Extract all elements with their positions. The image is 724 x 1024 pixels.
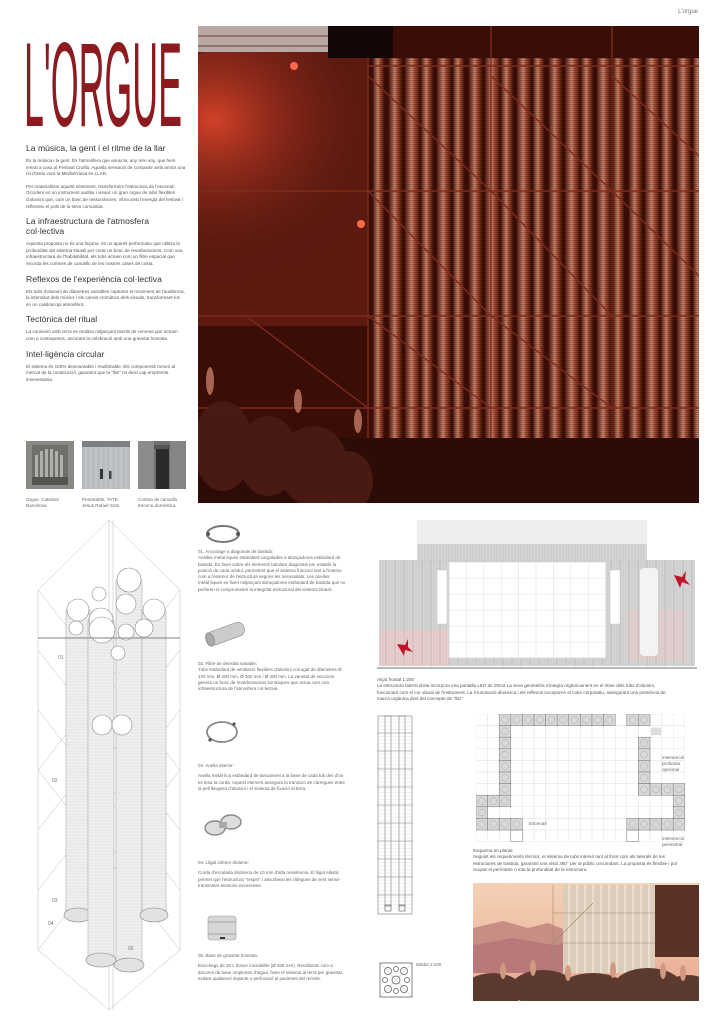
component-text: Corda d'escalada dinàmica de 10 mm d'alta resistència. El lligat elàstic permet que l'estructura "respiri" i absorbeixi les ràfegues de vent sense transmetre tensions excessives. — [198, 870, 340, 888]
plan-caption-text: Seguint els requeriments tècnics, el sistema de tubs intervé tant al front com als laterals de les estructures de bastida, garantint una visió 360° per al públic circumdant. La proposta és flexible i pot ocupar el perímetre o tota la profunditat de la estructura. — [473, 854, 678, 873]
component-04 — [198, 860, 348, 889]
plan-tube-module — [511, 714, 523, 726]
plan-tube-module — [476, 795, 488, 807]
front-elevation-drawing — [377, 520, 697, 670]
section-heading: Reflexos de l'experiència col·lectiva — [26, 273, 162, 284]
plan-tube-module — [488, 818, 500, 830]
reference-organ — [26, 441, 74, 509]
reference-caption: Cortina de canutillo Escena domèstica — [138, 497, 178, 508]
plan-tube-module — [499, 818, 511, 830]
organ-photo-image — [26, 441, 74, 489]
plan-tube-module — [662, 784, 674, 796]
header-label: L'orgue — [678, 9, 698, 15]
plan-tube-module — [476, 807, 488, 819]
plan-tube-module — [638, 784, 650, 796]
section-paragraph: La connexió amb terra es realitza mitjançant barrils de cervesa que actuen com a contrapesos, ancorant la celebració amb una gravetat honesta. — [26, 329, 178, 341]
section-paragraph: És la música i la gent. És l'atmosfera que anuncia, any rere any, que hem entrat a casa al Festival Cruïlla. Aquella sensació de compartir amb amics una nit d'estiu vora la Mediterrània és LLAR. — [26, 158, 186, 177]
section-heading: Intel·ligència circular — [26, 348, 105, 359]
component-title: 04. Lligat inferior dinàmic: — [198, 860, 250, 865]
component-text: Anella metàl·lica estàndard de tancament a la base de cada tub des d'on es tesa la corda. Aquest element assegura la transició de càrregues entre la pell lleugera d'alumini i el sistema de fixació al terra. — [198, 773, 345, 791]
section-heading: La infraestructura de l'atmosfera col·lectiva — [26, 216, 149, 237]
reference-canutillo — [138, 441, 186, 509]
plan-diagram — [476, 714, 688, 846]
axo-tube — [66, 610, 90, 915]
plan-tube-module — [627, 714, 639, 726]
plan-tube-module — [627, 818, 639, 830]
plan-tube-module — [569, 714, 581, 726]
plan-tube-module — [499, 737, 511, 749]
plan-tube-module — [638, 772, 650, 784]
label-04: 04 — [48, 921, 54, 927]
plan-tube-module — [638, 749, 650, 761]
plan-tube-module — [650, 818, 662, 830]
plan-tube-module — [499, 795, 511, 807]
plan-caption-title: Esquema en planta — [473, 848, 513, 853]
component-text: Euro-kegs de 30 L d'acer inoxidable (Ø 408 mm). Reutilitzats com a àncores de base omplertes d'aigua, fixen el sistema al terra per gravetat, evitant qualsevol impacte o perforació al paviment del recinte. — [198, 963, 344, 981]
plan-tube-module — [476, 818, 488, 830]
axonometric-drawing — [24, 520, 194, 1010]
ring-clamp-icon — [203, 522, 243, 546]
plan-tube-module — [499, 772, 511, 784]
plan-tube-module — [499, 784, 511, 796]
reference-images — [26, 441, 186, 509]
plan-tube-module — [499, 726, 511, 738]
label-03: 03 — [52, 898, 58, 904]
hero-render-image — [198, 26, 699, 503]
plan-tube-module — [546, 714, 558, 726]
section-paragraph: Els tubs d'alumini de diàmetres variables capturen el moviment de l'audiència, la intensitat dels músics i els canvis cromàtics dels visuals, transformant-los en un calidoscopi atmosfèric. — [26, 288, 185, 307]
plan-tube-module — [673, 807, 685, 819]
title-text: L'ORGUE — [24, 22, 182, 130]
plan-tube-module — [488, 795, 500, 807]
module-label: Mòdul 1:100 — [416, 962, 442, 967]
climbing-rope-icon — [203, 812, 243, 838]
plan-tube-module — [511, 818, 523, 830]
plan-tube-module — [662, 818, 674, 830]
section-paragraph: Per materialitzar aquest sentiment, transformem l'estructura de l'escenari Occident en un instrument auditiu i visual: un gran orgue de tubs flexibles d'alumini que, com un bosc de ressonàncies, vibra amb l'energia del festival i reflecteix el pols de la seva comunitat. — [26, 183, 183, 209]
inner-ring-icon — [203, 718, 241, 746]
label-02: 02 — [52, 778, 58, 784]
festival-photo-image — [473, 883, 699, 1001]
plan-tube-module — [499, 714, 511, 726]
plan-caption — [473, 848, 688, 874]
plan-tube-module — [638, 737, 650, 749]
component-01 — [198, 549, 348, 593]
plan-tube-module — [534, 714, 546, 726]
section-heading: La música, la gent i el ritme de la llar — [26, 143, 166, 153]
plan-tube-module — [499, 749, 511, 761]
reference-caption: Orgue. Catedral Barcelona — [26, 497, 59, 508]
section-drawing — [377, 715, 413, 915]
component-title: 01. Ancoratge a diagonals de bastida: — [198, 549, 274, 554]
plan-tube-module — [638, 714, 650, 726]
plan-tube-module — [522, 714, 534, 726]
plan-tube-module — [673, 795, 685, 807]
canutillo-photo-image — [138, 441, 186, 489]
component-title: 03. Anella interior: — [198, 763, 235, 768]
component-03 — [198, 763, 348, 792]
plan-tube-module — [499, 760, 511, 772]
plan-tube-module — [650, 784, 662, 796]
plan-tube-module — [673, 784, 685, 796]
axo-tube — [142, 610, 166, 915]
section-paragraph: El sistema és 100% desmuntable i reutilitzable. Els components tornen al mercat de la construcció, garantint que la "llar" no deixi cap empremta innecessària. — [26, 363, 176, 382]
plan-tube-module — [580, 714, 592, 726]
section-paragraph: Aquesta proposta no és una façana, és un aparell performatiu que utilitza la profunditat del sistema Nüasli per crear un bosc de reverberacions. Com una infraestructura de l'habitabilitat, els tubs actuen com un filtre espacial que recorda les cortines de canutillo de les nostres cases de costa. — [26, 241, 183, 266]
plan-tube-module — [557, 714, 569, 726]
section-heading: Tectònica del ritual — [26, 314, 98, 325]
penetrable-photo-image — [82, 441, 130, 489]
note-deep-intervention: intervenció profunda opcional — [662, 755, 685, 773]
label-05: 05 — [128, 946, 134, 952]
plan-tube-module — [638, 760, 650, 772]
component-title: 02. Filtre de densitat variable: — [198, 661, 258, 666]
flexible-duct-icon — [203, 618, 248, 650]
intro-text-column — [26, 143, 186, 389]
elevation-caption-text: La estructura lateral dreta incorpora una pantalla LED de 20m2 La seva geometria s'integra orgànicament en el ritme dels tubs d'alumini, funcionant com el cor visual de l'instrument. La il·luminació dinàmica i els reflexos incorporen el color corporatiu, assegurant una presència de marca orgànica dins del concepte de "llar" — [377, 683, 666, 702]
module-plan-drawing — [379, 962, 413, 998]
plan-tube-module — [638, 818, 650, 830]
reference-caption: Penetrable, TATE. Jesus Rafael Soto — [82, 497, 120, 508]
component-text: Tubs estàndard de ventilació flexibles d'alumini corrugat de diàmetres Ø 120 mm, Ø 200 mm, Ø 300 mm i Ø 400 mm. La varietat de seccions genera un bosc de reverberacions lumíniques que actua com una infraestructura de l'atmosfera col·lectiva. — [198, 667, 342, 692]
elevation-caption — [377, 677, 677, 703]
component-text: Anelles metàl·liques estàndard cargolades a abraçadores estàndard de bastida. Es fixen sobre els elements tubulars diagonals per establir la posició de cada mòdul, permetent que el sistema funcioni tant a l'interior com a l'exterior de l'estructura segons les necessitats. Les anelles metàl·liques es fixen mitjançant abraçadores estàndard de bastida que no perforen ni comprometen la integritat estructural del sistema Nüasli. — [198, 555, 346, 592]
poster-title — [24, 22, 184, 130]
reference-penetrable — [82, 441, 130, 509]
label-01: 01 — [58, 655, 64, 661]
plan-tube-module — [592, 714, 604, 726]
component-02 — [198, 661, 348, 692]
elevation-caption-title: Alçat frontal 1:200 — [377, 677, 415, 682]
beer-keg-icon — [206, 912, 238, 942]
component-title: 05. Base de gravetat honesta: — [198, 953, 259, 958]
plan-tube-module — [604, 714, 616, 726]
stage-label: Escenari — [529, 821, 547, 826]
note-perimeter-intervention: intervenció perimetral — [662, 836, 685, 848]
plan-tube-module — [673, 818, 685, 830]
component-05 — [198, 953, 348, 982]
